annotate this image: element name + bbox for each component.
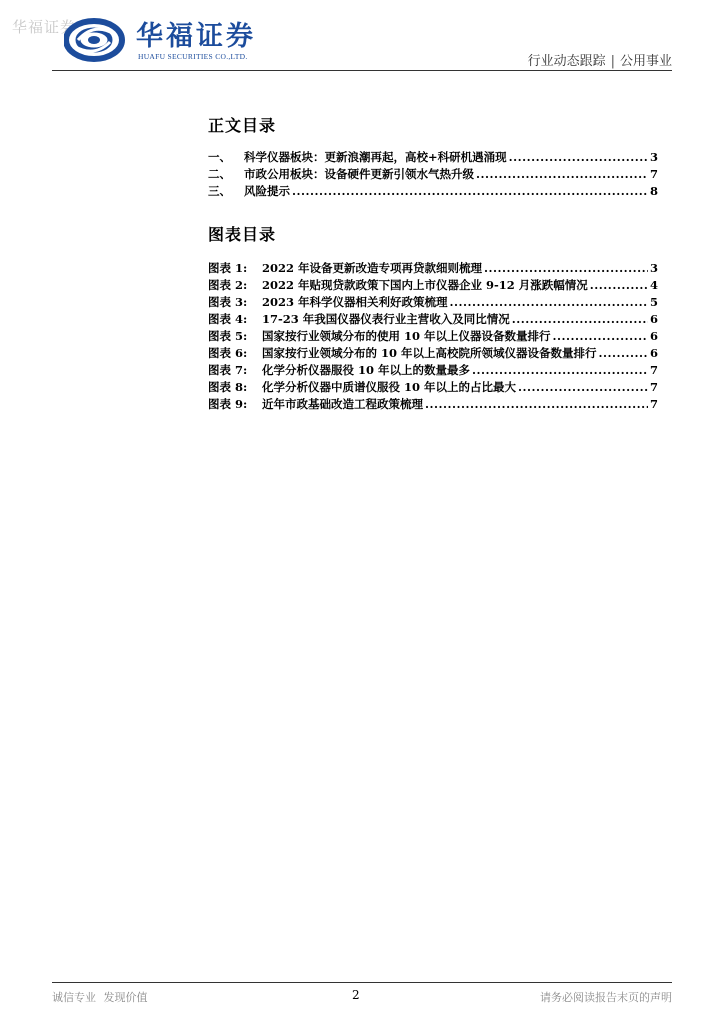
toc-entry-number: 图表 9: (208, 397, 248, 411)
toc-entry-title: 2022 年设备更新改造专项再贷款细则梳理 (262, 261, 483, 275)
page-number: 2 (352, 988, 360, 1002)
toc-entry-number: 一、 (208, 150, 231, 164)
footer-disclaimer: 请务必阅读报告末页的声明 (540, 991, 672, 1004)
report-category (528, 50, 672, 69)
toc-entry-page: 8 (649, 184, 658, 198)
toc-leader-dots (476, 167, 648, 181)
toc-figure-entry[interactable] (208, 379, 658, 396)
header-divider (52, 70, 672, 71)
toc-entry-page: 7 (649, 363, 658, 377)
toc-main-entry[interactable] (208, 183, 658, 200)
page-header (0, 0, 724, 72)
toc-entry-title: 市政公用板块：设备硬件更新引领水气热升级 (244, 167, 474, 181)
toc-entry-title: 国家按行业领域分布的 10 年以上高校院所领域仪器设备数量排行 (262, 346, 597, 360)
toc-entry-page: 3 (649, 150, 658, 164)
toc-main-entry[interactable] (208, 149, 658, 166)
toc-entry-number: 图表 3: (208, 295, 248, 309)
toc-figure-entry[interactable] (208, 260, 658, 277)
toc-entry-number: 二、 (208, 167, 231, 181)
toc-entry-title: 17-23 年我国仪器仪表行业主营收入及同比情况 (262, 312, 510, 326)
toc-entry-number: 图表 4: (208, 312, 248, 326)
toc-leader-dots (472, 363, 648, 377)
toc-leader-dots (518, 380, 648, 394)
toc-entry-page: 6 (649, 312, 658, 326)
logo-chinese-name: 华福证券 (136, 21, 256, 52)
toc-leader-dots (509, 150, 648, 164)
header-separator: | (610, 54, 615, 69)
toc-figure-entry[interactable] (208, 294, 658, 311)
toc-entry-title: 化学分析仪器服役 10 年以上的数量最多 (262, 363, 471, 377)
toc-entry-title: 2023 年科学仪器相关利好政策梳理 (262, 295, 448, 309)
toc-entry-title: 2022 年贴现贷款政策下国内上市仪器企业 9-12 月涨跌幅情况 (262, 278, 588, 292)
toc-entry-number: 图表 1: (208, 261, 248, 275)
logo-english-name: HUAFU SECURITIES CO.,LTD. (138, 52, 248, 61)
industry-name: 公用事业 (619, 54, 672, 69)
toc-entry-title: 科学仪器板块：更新浪潮再起，高校+科研机遇涌现 (244, 150, 507, 164)
toc-entry-title: 国家按行业领域分布的使用 10 年以上仪器设备数量排行 (262, 329, 551, 343)
toc-figure-entry[interactable] (208, 362, 658, 379)
logo-swirl-icon (64, 16, 128, 62)
report-type: 行业动态跟踪 (527, 54, 606, 69)
toc-leader-dots (512, 312, 648, 326)
toc-leader-dots (599, 346, 648, 360)
toc-figures-list (208, 260, 658, 413)
toc-figure-entry[interactable] (208, 345, 658, 362)
toc-leader-dots (590, 278, 648, 292)
toc-entry-page: 4 (649, 278, 658, 292)
footer-divider (52, 982, 672, 983)
company-logo (64, 14, 274, 66)
toc-entry-page: 7 (649, 167, 658, 181)
toc-figure-entry[interactable] (208, 311, 658, 328)
toc-leader-dots (553, 329, 648, 343)
toc-entry-page: 3 (649, 261, 658, 275)
toc-figure-entry[interactable] (208, 328, 658, 345)
toc-leader-dots (292, 184, 648, 198)
toc-entry-page: 6 (649, 329, 658, 343)
toc-entry-page: 5 (649, 295, 658, 309)
toc-entry-title: 风险提示 (244, 184, 290, 198)
toc-figures-heading: 图表目录 (208, 225, 277, 244)
footer-slogan: 诚信专业 发现价值 (52, 991, 148, 1004)
toc-entry-page: 7 (649, 380, 658, 394)
toc-leader-dots (450, 295, 648, 309)
toc-entry-page: 6 (649, 346, 658, 360)
watermark: 华福证券 (12, 18, 77, 36)
toc-main-heading: 正文目录 (208, 116, 277, 135)
toc-leader-dots (425, 397, 648, 411)
toc-main-entry[interactable] (208, 166, 658, 183)
toc-entry-number: 图表 8: (208, 380, 248, 394)
toc-entry-number: 图表 6: (208, 346, 248, 360)
toc-entry-number: 图表 5: (208, 329, 248, 343)
toc-entry-page: 7 (649, 397, 658, 411)
toc-leader-dots (484, 261, 648, 275)
toc-entry-number: 图表 2: (208, 278, 248, 292)
toc-entry-title: 化学分析仪器中质谱仪服役 10 年以上的占比最大 (262, 380, 517, 394)
toc-main-list (208, 149, 658, 200)
toc-entry-number: 图表 7: (208, 363, 248, 377)
toc-figure-entry[interactable] (208, 277, 658, 294)
toc-entry-number: 三、 (208, 184, 231, 198)
toc-figure-entry[interactable] (208, 396, 658, 413)
toc-entry-title: 近年市政基础改造工程政策梳理 (262, 397, 423, 411)
